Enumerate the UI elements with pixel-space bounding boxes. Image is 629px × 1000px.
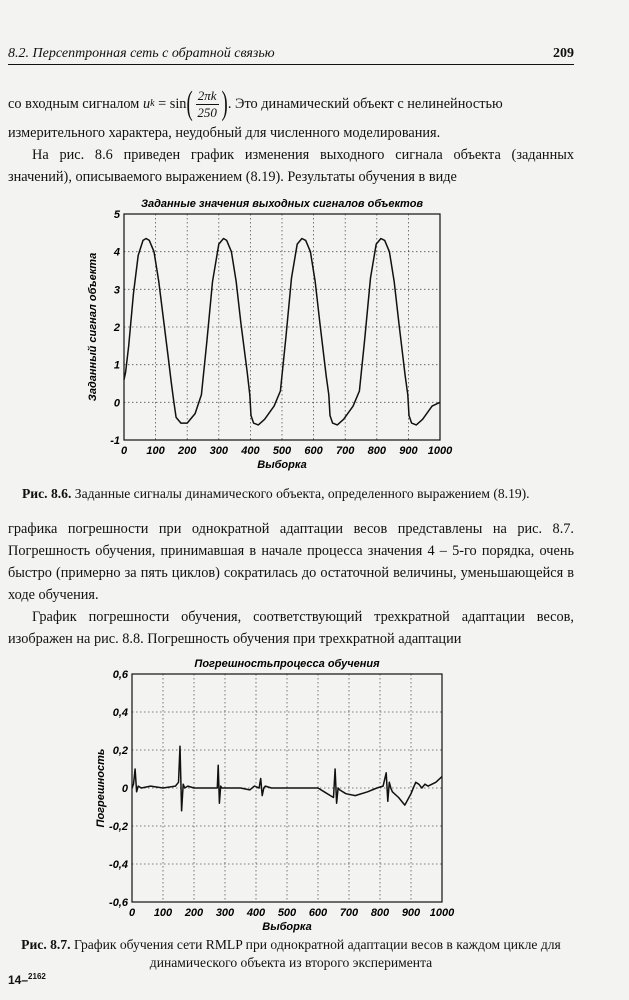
- fig1-x-tick-label: 600: [304, 445, 323, 457]
- paragraph-3: графика погрешности при однократной адаптации весов представлены на рис. 8.7. Погрешность обучения, принимавшая в начале процесса значения 4 – 5-го порядка, очень быстро (примерно за пять циклов) сократилась до остаточной величины, уменьшающейся в ходе обучения.: [8, 521, 574, 603]
- page-number: 209: [553, 46, 574, 61]
- fig1-x-tick-label: 800: [367, 445, 386, 457]
- fig1-caption-text: Заданные сигналы динамического объекта, определенного выражением (8.19).: [74, 486, 530, 501]
- formula-var: u: [142, 96, 151, 112]
- para1-lead: со входным сигналом: [8, 96, 140, 112]
- fig2-y-tick-label: -0,2: [109, 821, 128, 833]
- fig2-x-tick-label: 400: [246, 907, 266, 919]
- running-header: [8, 46, 574, 65]
- fig1-x-tick-label: 400: [241, 445, 260, 457]
- signature-number: 14: [8, 973, 22, 987]
- fig2-y-tick-label: 0,6: [112, 669, 128, 681]
- signature-mark: 14–$^{2162}$: [8, 972, 46, 987]
- para1-line2: измерительного характера, неудобный для численного моделирования.: [8, 125, 441, 141]
- fig2-x-tick-label: 800: [370, 907, 390, 919]
- fig1-title: Заданные значения выходных сигналов объектов: [140, 198, 424, 210]
- fig1-y-tick-label: -1: [110, 435, 120, 447]
- fig2-x-tick-label: 500: [277, 907, 297, 919]
- fig2-title: Погрешностьпроцесса обучения: [194, 658, 380, 670]
- fig2-y-tick-label: -0,4: [109, 859, 128, 871]
- fig2-x-tick-label: 600: [308, 907, 328, 919]
- paragraph-1: [8, 82, 574, 188]
- fig1-x-tick-label: 0: [120, 445, 128, 457]
- paragraph-2: На рис. 8.6 приведен график изменения выходного сигнала объекта (заданных значений), описываемого выражением (8.19). Результаты обучения в виде: [8, 147, 574, 185]
- fig1-x-tick-label: 200: [178, 445, 197, 457]
- fig2-caption-label: Рис. 8.7.: [21, 937, 71, 952]
- fig1-y-axis-label: Заданный сигнал объекта: [87, 252, 99, 402]
- figure-8-7-chart: [80, 648, 460, 936]
- fig2-x-tick-label: 300: [215, 907, 235, 919]
- fig1-x-axis-label: Выборка: [257, 459, 307, 471]
- fig1-x-tick-label: 700: [336, 445, 355, 457]
- paren-right: ): [221, 85, 228, 122]
- fig1-y-tick-label: 3: [113, 284, 120, 297]
- paragraph-3-4: [8, 518, 574, 650]
- fig2-x-tick-label: 0: [128, 907, 136, 919]
- fig1-x-tick-label: 500: [272, 445, 292, 457]
- fig1-caption-label: Рис. 8.6.: [22, 486, 72, 501]
- fig1-x-tick-label: 100: [146, 445, 165, 457]
- formula-eq: = sin: [158, 96, 187, 112]
- fig1-y-tick-label: 4: [113, 246, 120, 259]
- formula-sub: k: [150, 98, 155, 109]
- figure-8-6-caption: [22, 485, 592, 503]
- fig2-y-tick-label: 0,2: [112, 745, 128, 757]
- fig1-y-tick-label: 2: [113, 322, 120, 334]
- fig2-x-tick-label: 700: [339, 907, 359, 919]
- frac-numerator: 2πk: [197, 87, 217, 103]
- order-number: 2162: [28, 972, 46, 981]
- para1-tail: . Это динамический объект с нелинейностью: [227, 96, 503, 112]
- fig2-x-tick-label: 100: [153, 907, 173, 919]
- fig2-x-axis-label: Выборка: [262, 921, 312, 933]
- fig1-x-tick-label: 1000: [427, 445, 453, 457]
- figure-8-6-chart: [70, 190, 460, 480]
- fig1-x-tick-label: 900: [399, 445, 418, 457]
- fig2-y-axis-label: Погрешность: [95, 748, 107, 828]
- fig2-x-tick-label: 200: [184, 907, 204, 919]
- figure-8-7-caption: [8, 936, 574, 972]
- fig1-y-tick-label: 0: [113, 397, 120, 410]
- fig2-y-tick-label: 0: [121, 783, 128, 795]
- frac-denominator: 250: [197, 104, 217, 120]
- formula-fraction: [194, 88, 221, 121]
- paren-left: (: [187, 85, 194, 122]
- fig2-x-tick-label: 1000: [429, 907, 455, 919]
- fig2-caption-text: График обучения сети RMLP при однократной адаптации весов в каждом цикле для динамического объекта из второго эксперимента: [73, 937, 561, 970]
- fig2-y-tick-label: 0,4: [112, 707, 128, 719]
- fig1-y-tick-label: 5: [113, 209, 120, 221]
- section-title: 8.2. Персептронная сеть с обратной связью: [8, 46, 275, 61]
- paragraph-4: График погрешности обучения, соответствующий трехкратной адаптации весов, изображен на рис. 8.8. Погрешность обучения при трехкратной адаптации: [8, 609, 574, 647]
- fig2-y-tick-label: -0,6: [109, 897, 128, 909]
- fig2-x-tick-label: 900: [401, 907, 421, 919]
- fig1-y-tick-label: 1: [113, 359, 120, 372]
- fig1-x-tick-label: 300: [209, 445, 228, 457]
